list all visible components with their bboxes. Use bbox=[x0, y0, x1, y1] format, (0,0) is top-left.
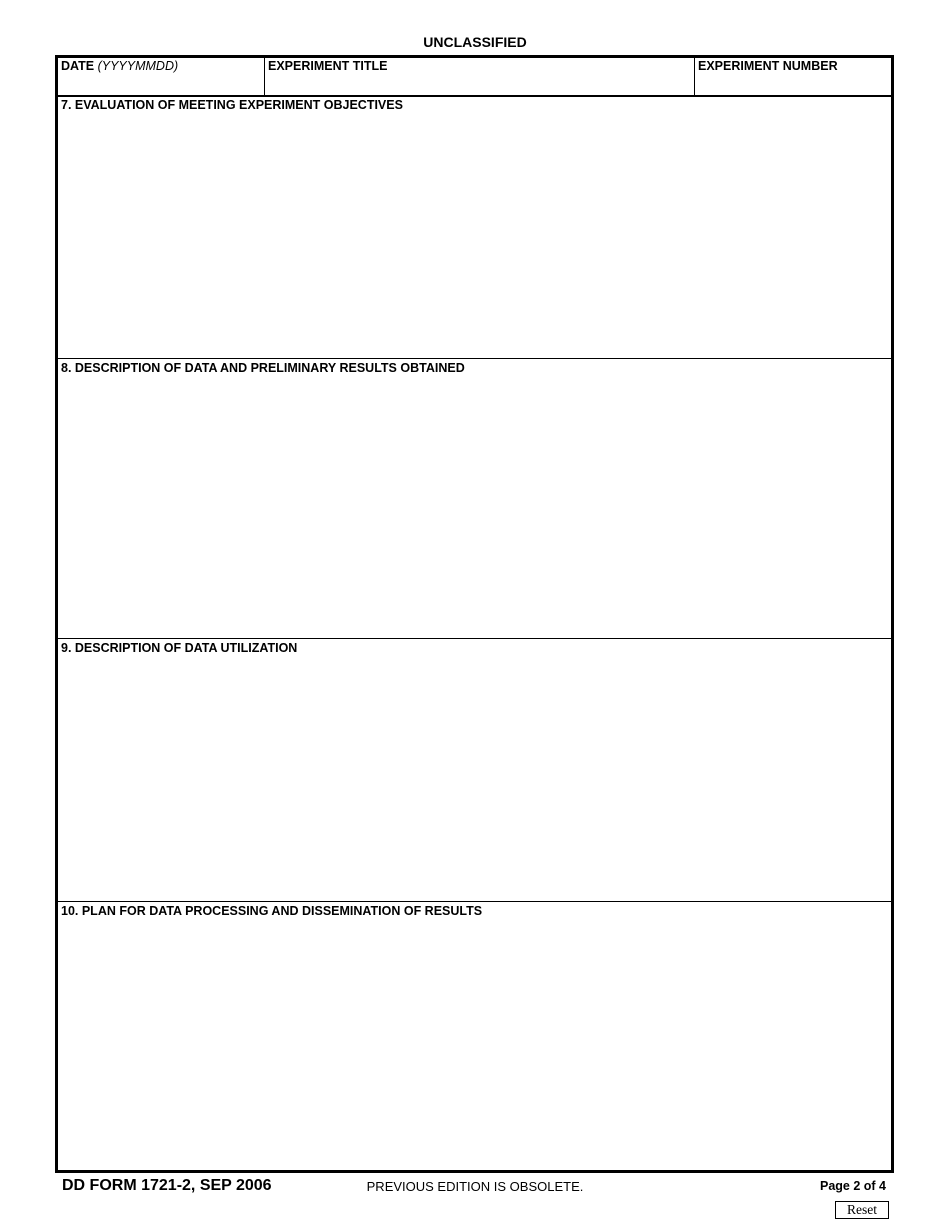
experiment-title-cell bbox=[265, 58, 695, 95]
date-field[interactable] bbox=[61, 73, 261, 91]
section-9-data-utilization bbox=[58, 640, 891, 902]
experiment-number-cell bbox=[695, 58, 891, 95]
date-cell bbox=[58, 58, 265, 95]
section-10-label: 10. PLAN FOR DATA PROCESSING AND DISSEMINATION OF RESULTS bbox=[61, 904, 483, 918]
section-7-evaluation bbox=[58, 97, 891, 359]
section-10-plan bbox=[58, 903, 891, 1170]
section-8-label: 8. DESCRIPTION OF DATA AND PRELIMINARY RESULTS OBTAINED bbox=[61, 361, 465, 375]
section-9-textarea[interactable] bbox=[61, 660, 892, 897]
date-format-hint: (YYYYMMDD) bbox=[97, 59, 179, 73]
date-label: DATE bbox=[61, 59, 95, 73]
reset-button[interactable]: Reset bbox=[835, 1201, 889, 1219]
experiment-number-label: EXPERIMENT NUMBER bbox=[698, 59, 838, 73]
section-8-data-description bbox=[58, 360, 891, 639]
section-8-textarea[interactable] bbox=[61, 380, 892, 634]
edition-note: PREVIOUS EDITION IS OBSOLETE. bbox=[366, 1179, 584, 1194]
section-10-textarea[interactable] bbox=[61, 923, 892, 1166]
section-7-textarea[interactable] bbox=[61, 117, 892, 354]
form-body bbox=[55, 55, 894, 1173]
page-number: Page 2 of 4 bbox=[820, 1179, 886, 1193]
experiment-title-label: EXPERIMENT TITLE bbox=[268, 59, 388, 73]
section-9-label: 9. DESCRIPTION OF DATA UTILIZATION bbox=[61, 641, 298, 655]
experiment-number-field[interactable] bbox=[698, 73, 888, 91]
form-header-row bbox=[58, 58, 891, 97]
section-7-label: 7. EVALUATION OF MEETING EXPERIMENT OBJECTIVES bbox=[61, 98, 403, 112]
classification-marking: UNCLASSIFIED bbox=[423, 34, 527, 50]
form-identifier: DD FORM 1721-2, SEP 2006 bbox=[62, 1177, 272, 1194]
experiment-title-field[interactable] bbox=[268, 73, 691, 91]
